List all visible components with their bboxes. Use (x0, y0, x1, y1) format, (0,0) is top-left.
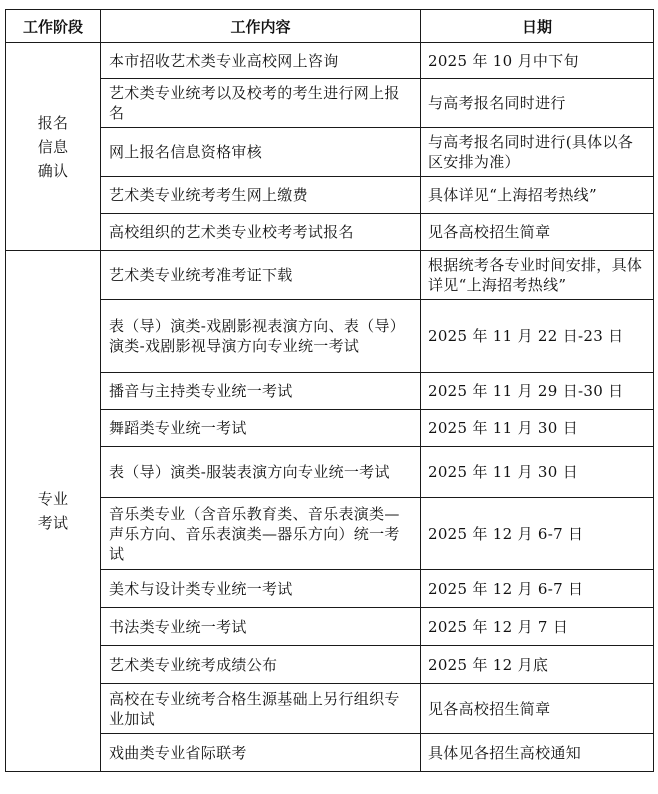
table-row (6, 608, 654, 646)
table-row (6, 251, 654, 300)
content-cell: 艺术类专业统考准考证下载 (101, 251, 421, 300)
content-cell: 网上报名信息资格审核 (101, 128, 421, 177)
table-row (6, 498, 654, 570)
date-cell: 2025 年 12 月 6-7 日 (421, 570, 654, 608)
header-row (6, 10, 654, 43)
content-cell: 舞蹈类专业统一考试 (101, 410, 421, 447)
schedule-table (5, 9, 654, 772)
content-cell: 表（导）演类-服装表演方向专业统一考试 (101, 447, 421, 498)
table-row (6, 410, 654, 447)
date-cell: 2025 年 12 月底 (421, 646, 654, 684)
content-cell: 高校组织的艺术类专业校考考试报名 (101, 214, 421, 251)
table-row (6, 43, 654, 79)
content-cell: 艺术类专业统考成绩公布 (101, 646, 421, 684)
date-cell: 2025 年 12 月 7 日 (421, 608, 654, 646)
date-cell: 2025 年 11 月 29 日-30 日 (421, 373, 654, 410)
content-cell: 本市招收艺术类专业高校网上咨询 (101, 43, 421, 79)
date-cell: 2025 年 10 月中下旬 (421, 43, 654, 79)
table-row (6, 646, 654, 684)
header-date: 日期 (421, 10, 654, 43)
table-row (6, 177, 654, 214)
date-cell: 2025 年 11 月 30 日 (421, 447, 654, 498)
table-row (6, 79, 654, 128)
date-cell: 2025 年 11 月 22 日-23 日 (421, 300, 654, 373)
date-cell: 见各高校招生简章 (421, 214, 654, 251)
date-cell: 具体见各招生高校通知 (421, 734, 654, 772)
header-stage: 工作阶段 (6, 10, 101, 43)
table-row (6, 734, 654, 772)
date-cell: 见各高校招生简章 (421, 684, 654, 734)
stage-label: 专业 考试 (37, 490, 69, 532)
content-cell: 表（导）演类-戏剧影视表演方向、表（导）演类-戏剧影视导演方向专业统一考试 (101, 300, 421, 373)
header-content: 工作内容 (101, 10, 421, 43)
table-row (6, 447, 654, 498)
stage-label: 报名 信息 确认 (37, 113, 69, 180)
table-row (6, 373, 654, 410)
table-row (6, 128, 654, 177)
content-cell: 书法类专业统一考试 (101, 608, 421, 646)
date-cell: 与高考报名同时进行(具体以各区安排为准） (421, 128, 654, 177)
date-cell: 根据统考各专业时间安排，具体详见“上海招考热线” (421, 251, 654, 300)
table-row (6, 684, 654, 734)
content-cell: 艺术类专业统考以及校考的考生进行网上报名 (101, 79, 421, 128)
table-row (6, 300, 654, 373)
date-cell: 2025 年 12 月 6-7 日 (421, 498, 654, 570)
date-cell: 与高考报名同时进行 (421, 79, 654, 128)
schedule-table-wrapper (5, 9, 654, 772)
content-cell: 高校在专业统考合格生源基础上另行组织专业加试 (101, 684, 421, 734)
content-cell: 艺术类专业统考考生网上缴费 (101, 177, 421, 214)
content-cell: 播音与主持类专业统一考试 (101, 373, 421, 410)
table-row (6, 214, 654, 251)
content-cell: 音乐类专业（含音乐教育类、音乐表演类—声乐方向、音乐表演类—器乐方向）统一考试 (101, 498, 421, 570)
date-cell: 具体详见“上海招考热线” (421, 177, 654, 214)
stage-cell-registration (6, 43, 101, 251)
content-cell: 戏曲类专业省际联考 (101, 734, 421, 772)
stage-cell-exam (6, 251, 101, 772)
content-cell: 美术与设计类专业统一考试 (101, 570, 421, 608)
table-row (6, 570, 654, 608)
date-cell: 2025 年 11 月 30 日 (421, 410, 654, 447)
